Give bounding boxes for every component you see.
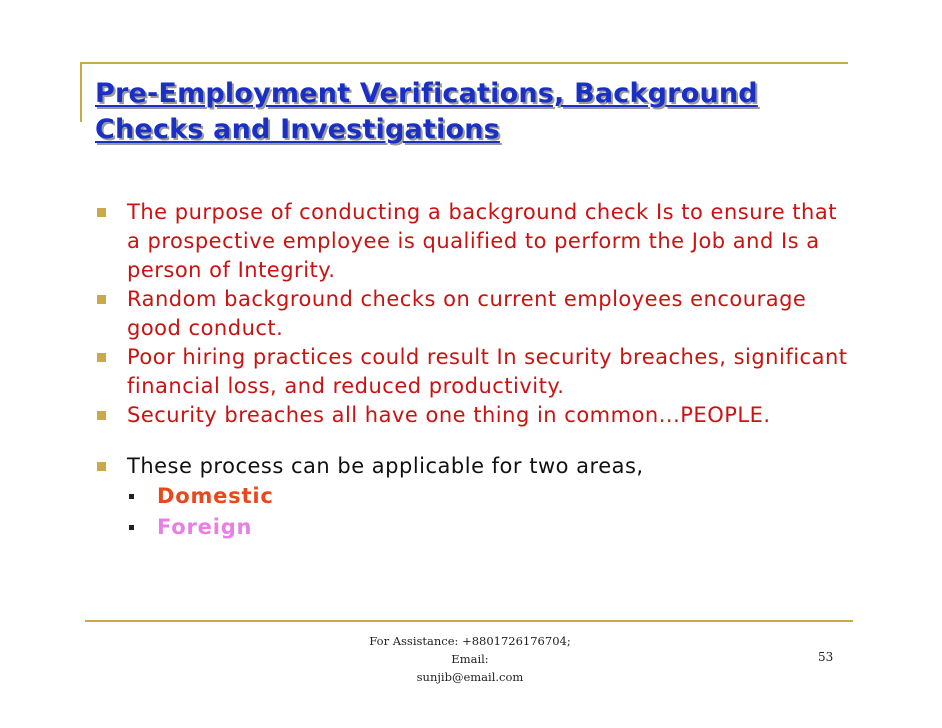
bullet-item [95,198,855,285]
bullet-item [95,285,855,343]
slide-title-line-1: Pre-Employment Verifications, Background [95,78,758,109]
bullet-item [95,343,855,401]
bullet-item-areas [95,452,855,543]
square-bullet-icon [97,353,106,362]
bullet-list [95,198,855,543]
footer-rule [85,620,853,622]
area-label: Domestic [157,484,274,508]
area-label: Foreign [157,515,253,539]
square-bullet-icon [97,411,106,420]
bullet-text: Security breaches all have one thing in common...PEOPLE. [127,403,771,427]
footer-line-2: sunjib@email.com [416,670,524,684]
slide-title [95,76,758,148]
bullet-text: Random background checks on current employees encourage good conduct. [127,287,807,340]
frame-top-rule [80,62,848,64]
areas-sublist [127,481,855,543]
small-square-bullet-icon [129,525,134,530]
square-bullet-icon [97,208,106,217]
areas-intro-text: These process can be applicable for two areas, [127,454,644,478]
footer-line-1: For Assistance: +8801726176704; Email: [369,634,571,666]
area-item-foreign [127,512,855,543]
footer-assistance [350,632,590,686]
bullet-item [95,401,855,430]
small-square-bullet-icon [129,494,134,499]
square-bullet-icon [97,462,106,471]
square-bullet-icon [97,295,106,304]
area-item-domestic [127,481,855,512]
bullet-text: Poor hiring practices could result In security breaches, significant financial loss, and reduced productivity. [127,345,848,398]
page-number: 53 [818,650,834,664]
bullet-text: The purpose of conducting a background check Is to ensure that a prospective employee is qualified to perform the Job and Is a person of Integrity. [127,200,837,282]
slide-title-line-2: Checks and Investigations [95,114,500,145]
frame-left-rule [80,62,82,122]
